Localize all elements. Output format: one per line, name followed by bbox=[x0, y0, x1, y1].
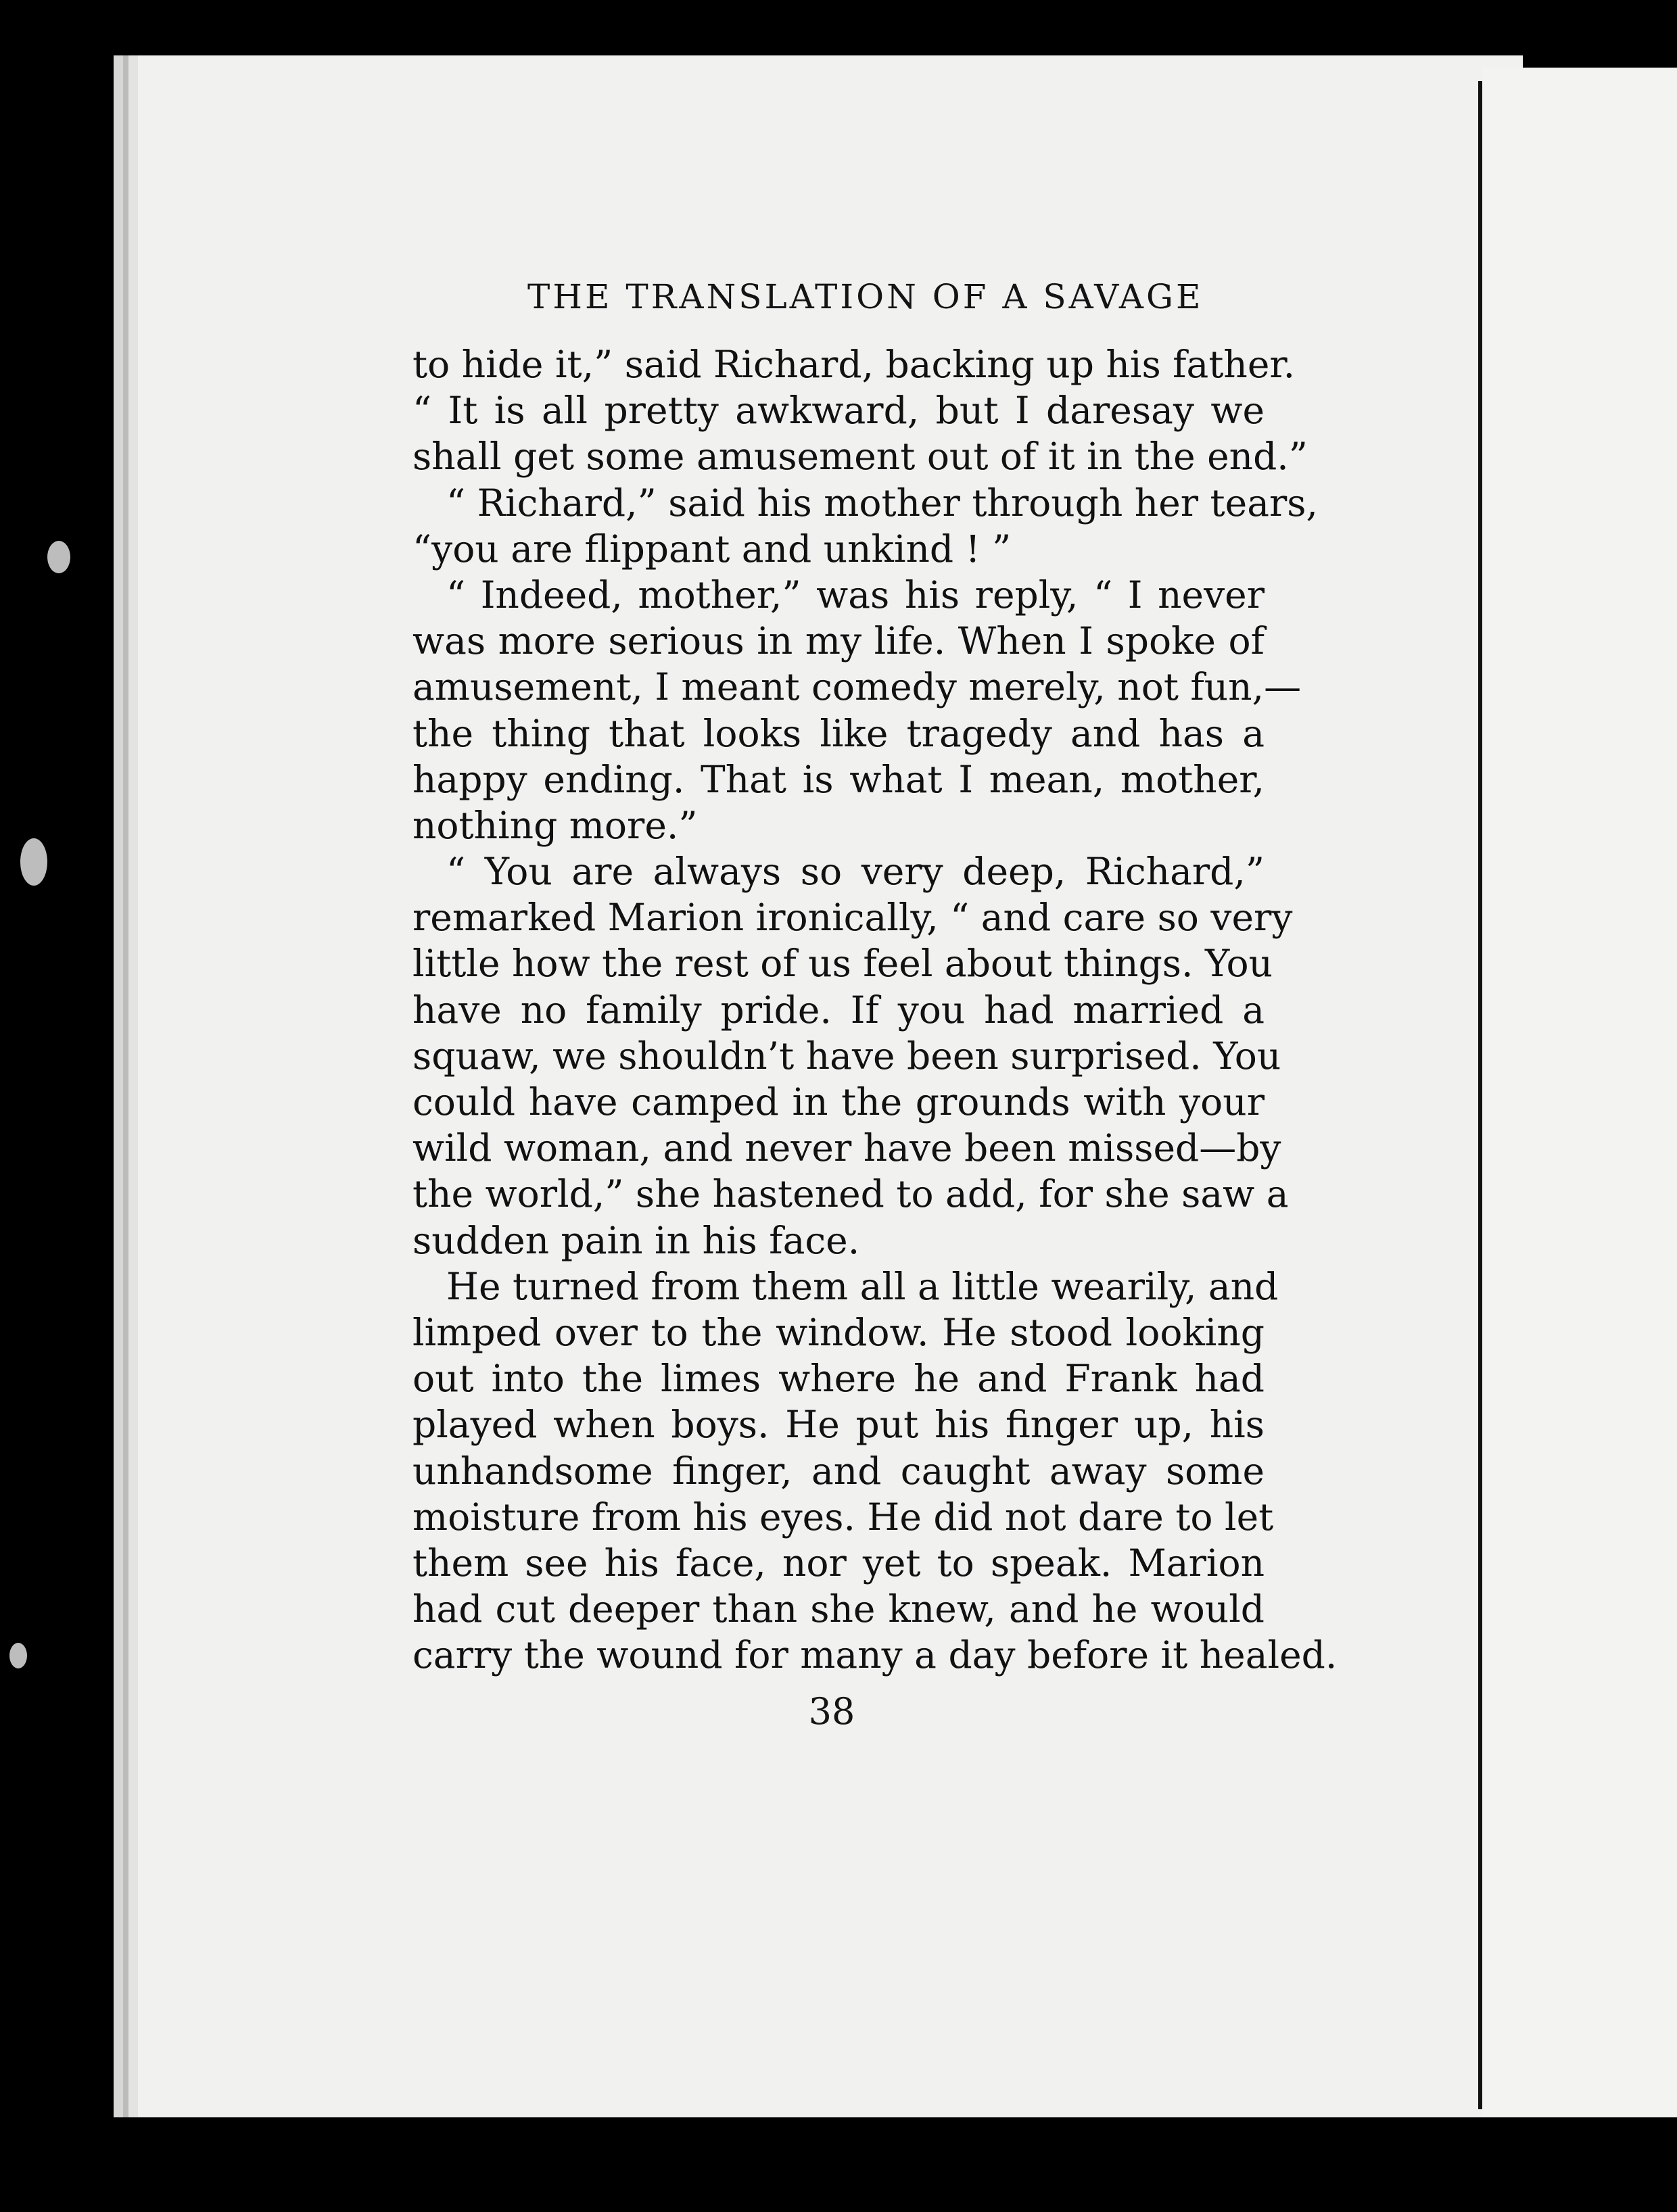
text-line: He turned from them all a little wearily, and bbox=[446, 1264, 1279, 1308]
text-line: played when boys. He put his finger up, his bbox=[412, 1403, 1265, 1447]
text-line: to hide it,” said Richard, backing up his father. bbox=[412, 343, 1296, 386]
text-line: “ Indeed, mother,” was his reply, “ I never bbox=[446, 573, 1265, 617]
text-line: “ You are always so very deep, Richard,” bbox=[446, 850, 1265, 894]
text-line: the thing that looks like tragedy and has a bbox=[412, 711, 1265, 755]
text-line: have no family pride. If you had married a bbox=[412, 988, 1265, 1032]
text-line: wild woman, and never have been missed—by bbox=[412, 1126, 1281, 1170]
text-line: shall get some amusement out of it in the end.” bbox=[412, 435, 1308, 479]
page-number: 38 bbox=[808, 1690, 855, 1733]
text-line: the world,” she hastened to add, for she saw a bbox=[412, 1172, 1289, 1216]
text-line: carry the wound for many a day before it healed. bbox=[412, 1633, 1338, 1677]
text-line: amusement, I meant comedy merely, not fun,— bbox=[412, 665, 1302, 709]
scan-speck bbox=[47, 541, 70, 573]
scan-speck bbox=[20, 838, 47, 886]
body-text bbox=[412, 341, 1338, 1678]
text-line: little how the rest of us feel about things. You bbox=[412, 942, 1273, 986]
text-line: moisture from his eyes. He did not dare to let bbox=[412, 1495, 1274, 1539]
text-line: squaw, we shouldn’t have been surprised. You bbox=[412, 1034, 1281, 1078]
text-line: happy ending. That is what I mean, mother, bbox=[412, 757, 1265, 801]
text-line: sudden pain in his face. bbox=[412, 1218, 860, 1262]
binding-gutter bbox=[1478, 81, 1482, 2109]
text-line: them see his face, nor yet to speak. Marion bbox=[412, 1541, 1265, 1585]
text-line: “ Richard,” said his mother through her tears, bbox=[446, 481, 1318, 525]
text-line: had cut deeper than she knew, and he would bbox=[412, 1587, 1265, 1631]
text-line: unhandsome finger, and caught away some bbox=[412, 1449, 1265, 1493]
right-page bbox=[1482, 68, 1677, 2117]
text-line: limped over to the window. He stood looking bbox=[412, 1310, 1265, 1354]
text-line: was more serious in my life. When I spoke of bbox=[412, 619, 1265, 663]
text-line: remarked Marion ironically, “ and care so very bbox=[412, 896, 1293, 940]
scan-speck bbox=[9, 1643, 27, 1668]
text-line: could have camped in the grounds with your bbox=[412, 1080, 1265, 1124]
text-line: “ It is all pretty awkward, but I daresay we bbox=[412, 389, 1265, 433]
text-line: out into the limes where he and Frank had bbox=[412, 1357, 1265, 1401]
running-head: THE TRANSLATION OF A SAVAGE bbox=[527, 277, 1204, 316]
text-line: nothing more.” bbox=[412, 803, 698, 847]
text-line: “you are flippant and unkind ! ” bbox=[412, 527, 1012, 571]
